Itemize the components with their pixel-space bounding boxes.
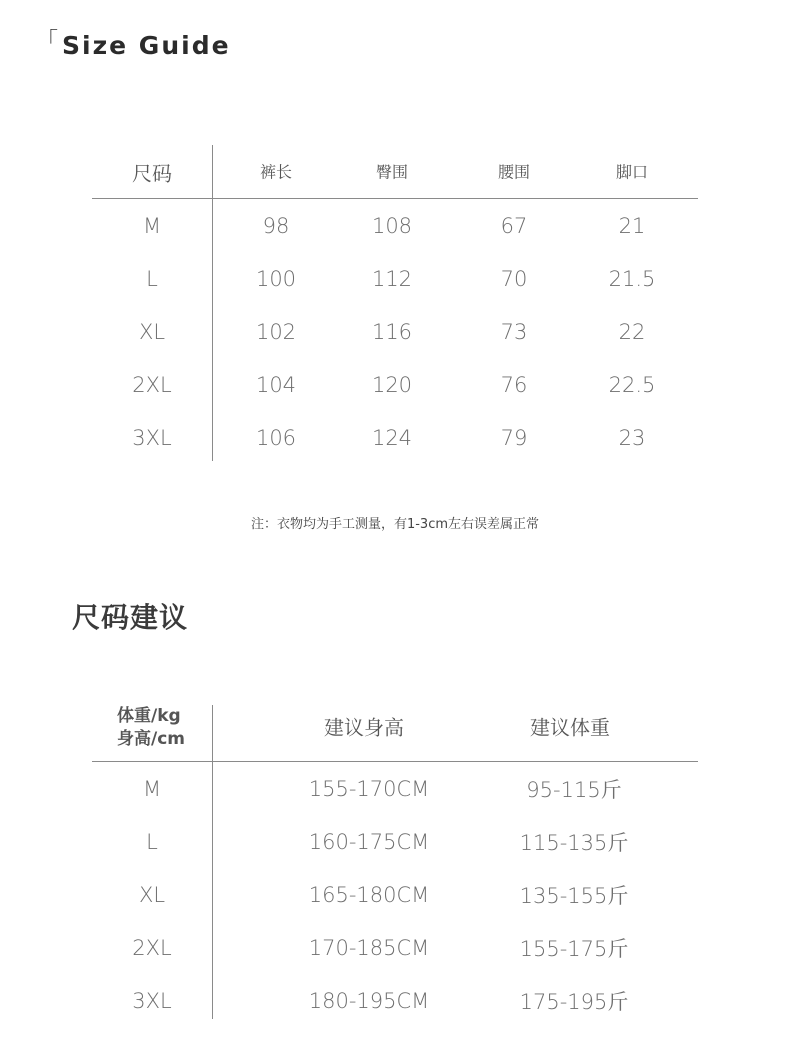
cell-hip: 112 <box>371 267 413 291</box>
cell-hip: 124 <box>371 426 413 450</box>
corner-weight-label: 体重/kg <box>117 706 181 726</box>
cell-length: 100 <box>255 267 297 291</box>
row-size: 2XL <box>132 373 172 397</box>
row-size: M <box>142 214 162 238</box>
cell-waist: 79 <box>500 426 528 450</box>
section-title-recommend: 尺码建议 <box>72 601 189 634</box>
cell-weight: 175-195斤 <box>519 990 629 1014</box>
table-divider-horizontal <box>92 198 698 199</box>
header-leg-opening: 脚口 <box>615 162 649 182</box>
cell-leg-opening: 23 <box>618 426 646 450</box>
cell-weight: 95-115斤 <box>526 778 622 802</box>
table-divider-vertical <box>212 705 213 1019</box>
cell-hip: 120 <box>371 373 413 397</box>
header-size: 尺码 <box>132 161 172 186</box>
row-size: XL <box>138 320 166 344</box>
cell-leg-opening: 22.5 <box>608 373 656 397</box>
cell-weight: 135-155斤 <box>519 884 629 908</box>
cell-hip: 116 <box>371 320 413 344</box>
cell-length: 98 <box>262 214 290 238</box>
table-divider-vertical <box>212 145 213 461</box>
cell-height: 155-170CM <box>308 777 430 801</box>
cell-height: 165-180CM <box>308 883 430 907</box>
title-text: Size Guide <box>62 31 231 60</box>
cell-height: 160-175CM <box>308 830 430 854</box>
cell-weight: 155-175斤 <box>519 937 629 961</box>
row-size: L <box>146 830 158 854</box>
header-hip: 臀围 <box>375 162 409 182</box>
header-suggested-height: 建议身高 <box>324 715 404 740</box>
cell-hip: 108 <box>371 214 413 238</box>
page-title <box>36 30 231 61</box>
cell-waist: 67 <box>500 214 528 238</box>
title-bracket: 「 <box>36 29 61 54</box>
header-suggested-weight: 建议体重 <box>530 715 610 740</box>
cell-waist: 76 <box>500 373 528 397</box>
cell-leg-opening: 22 <box>618 320 646 344</box>
corner-height-label: 身高/cm <box>117 729 185 749</box>
cell-length: 102 <box>255 320 297 344</box>
cell-weight: 115-135斤 <box>519 831 629 855</box>
measurement-note: 注：衣物均为手工测量，有1-3cm左右误差属正常 <box>250 517 540 532</box>
cell-waist: 70 <box>500 267 528 291</box>
cell-leg-opening: 21 <box>618 214 646 238</box>
row-size: 3XL <box>132 426 172 450</box>
cell-height: 170-185CM <box>308 936 430 960</box>
row-size: 3XL <box>132 989 172 1013</box>
cell-height: 180-195CM <box>308 989 430 1013</box>
header-waist: 腰围 <box>497 162 531 182</box>
cell-waist: 73 <box>500 320 528 344</box>
cell-length: 104 <box>255 373 297 397</box>
row-size: L <box>146 267 158 291</box>
recommend-table <box>92 705 698 1019</box>
cell-leg-opening: 21.5 <box>608 267 656 291</box>
row-size: M <box>142 777 162 801</box>
size-table <box>92 145 698 461</box>
header-length: 裤长 <box>259 162 293 182</box>
corner-header <box>117 705 185 751</box>
cell-length: 106 <box>255 426 297 450</box>
table-divider-horizontal <box>92 761 698 762</box>
row-size: XL <box>138 883 166 907</box>
row-size: 2XL <box>132 936 172 960</box>
